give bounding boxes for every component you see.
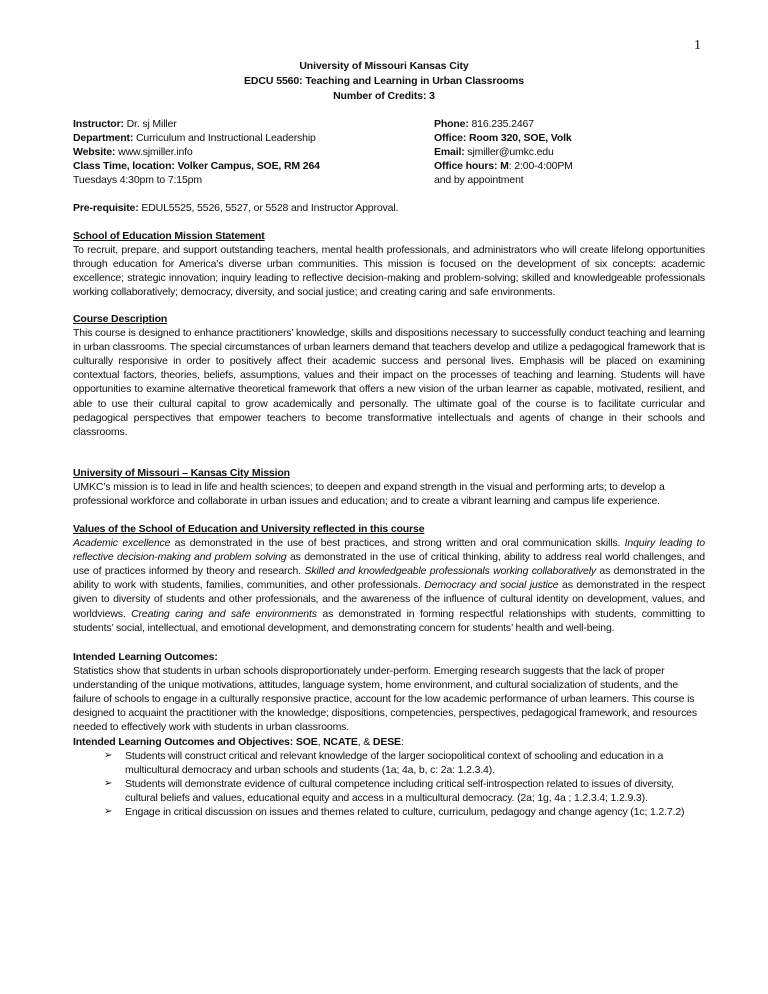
objectives-list [73,749,705,819]
email-link[interactable]: sjmiller@umkc.edu [464,146,554,159]
value-term: Inquiry leading to reflective decision-making and problem solving [73,537,705,564]
class-time-line: Tuesdays 4:30pm to 7:15pm [73,174,202,187]
department-line: Department: Curriculum and Instructional Leadership [73,132,316,145]
outcomes-title: Intended Learning Outcomes: [73,651,218,663]
objective-item: ➢ Students will demonstrate evidence of cultural competence including critical self-introspection related to issues of diversity, cultural beliefs and values, educational equity and access in a multicultural democracy. (2a; 1g, 4a ; 1.2.3.4; 1.2.9.3). [104,777,674,804]
instructor-line: Instructor: Dr. sj Miller [73,118,177,130]
phone-line: Phone: 816.235.2467 [434,118,534,130]
document-header [0,59,768,104]
outcomes-body: Statistics show that students in urban schools disproportionately under-perform. Emerging research suggests that the lack of proper understanding of the unique motivations, attitudes, language system, home environment, and cultural socialization of students, and the failure of schools to engage in a culturally responsive practice, account for the low academic performance of urban learners. This course is designed to acquaint the practitioner with the knowledge; dispositions, competencies, perspectives, pedagogical framework, and resources needed to effectively work with students in urban classrooms. [73,665,697,734]
objective-item: ➢ Engage in critical discussion on issues and themes related to culture, curriculum, pedagogy and change agency (1c; 1.2.7.2) [104,806,685,819]
umkc-mission-section [73,466,705,508]
arrow-bullet-icon: ➢ [104,806,113,818]
objectives-title: Intended Learning Outcomes and Objectives: SOE, NCATE, & DESE: [73,735,404,748]
soe-mission-section [73,229,705,299]
website-line: Website: www.sjmiller.info [73,146,193,159]
appointment-line: and by appointment [434,174,524,187]
arrow-bullet-icon: ➢ [104,749,113,761]
values-body: Academic excellence as demonstrated in the use of best practices, and strong written and oral communication skills. Inquiry leading to reflective decision-making and problem solving as demonstrated in the use of critical thinking, ability to address real world challenges, and use of practices informed by theory and research. Skilled and knowledgeable professionals working collaboratively as demonstrated in the ability to work with students, families, communities, and other professionals. Democracy and social justice as demonstrated in the respect given to diversity of students and other professionals, and the awareness of the influence of cultural identity on development, values, and worldviews. Creating caring and safe environments as demonstrated in forming respectful relationships with students, committing to students’ social, intellectual, and emotional development, and demonstrating concern for students’ health and well-being. [73,537,705,634]
contact-details [434,117,705,187]
prerequisite: Pre-requisite: EDUL5525, 5526, 5527, or 5528 and Instructor Approval. [73,202,399,214]
instructor-details [73,117,434,187]
soe-mission-body: To recruit, prepare, and support outstanding teachers, mental health professionals, and administrators who will create lifelong opportunities through education for America’s diverse urban communities. This mission is focused on the development of six concepts: academic excellence; strategic innovation; inquiry leading to reflective decision-making and problem-solving; skilled and knowledgeable professionals working collaboratively; democracy, diversity, and social justice; and creating caring and safe environments. [73,244,705,299]
office-line: Office: Room 320, SOE, Volk [434,132,572,145]
soe-mission-title: School of Education Mission Statement [73,230,265,242]
course-info [73,117,705,187]
course-description-body: This course is designed to enhance practitioners’ knowledge, skills and dispositions necessary to successfully conduct teaching and learning in urban classrooms. The special circumstances of urban learners demand that teachers develop and utilize a pedagogical framework that is culturally responsive in order to positively affect their academic success and personal lives. Emphasis will be placed on examining contextual factors, theories, beliefs, assumptions, values and their impact on the processes of teaching and learning. Students will have opportunities to examine alternative theoretical framework that offers a new vision of the urban learner as capable, motivated, resilient, and able to use their cultural capital to grow academically and personally. The ultimate goal of the course is to facilitate curricular and pedagogical perspectives that empower teachers to become transformative intellectuals and agents of change in their schools and classrooms. [73,327,705,438]
credits: Number of Credits: 3 [333,90,435,102]
values-section [73,522,705,635]
course-title: EDCU 5560: Teaching and Learning in Urban Classrooms [244,75,524,87]
umkc-mission-body: UMKC’s mission is to lead in life and health sciences; to deepen and expand strength in the visual and performing arts; to develop a professional workforce and collaborate in urban issues and education; and to create a vibrant learning and campus life experience. [73,481,665,508]
value-term: Democracy and social justice [424,579,559,592]
office-hours-line: Office hours: M: 2:00-4:00PM [434,160,573,173]
umkc-mission-title: University of Missouri – Kansas City Mission [73,467,290,479]
value-term: Academic excellence [73,537,171,550]
website-link[interactable]: www.sjmiller.info [115,146,193,159]
outcomes-section [73,650,705,819]
page-number: 1 [694,38,701,53]
class-location-line: Class Time, location: Volker Campus, SOE, RM 264 [73,160,320,173]
value-term: Creating caring and safe environments [131,607,317,620]
university-name: University of Missouri Kansas City [299,60,469,72]
objective-item: ➢ Students will construct critical and relevant knowledge of the larger sociopolitical context of schooling and education in a multicultural democracy and urban schools and students (1a; 4a, b, c: 2a: 1.2.3.4). [104,749,664,776]
course-description-section [73,312,705,439]
email-line: Email: sjmiller@umkc.edu [434,146,554,159]
arrow-bullet-icon: ➢ [104,777,113,789]
values-title: Values of the School of Education and University reflected in this course [73,523,425,535]
value-term: Skilled and knowledgeable professionals working collaboratively [304,565,596,578]
course-description-title: Course Description [73,313,168,325]
